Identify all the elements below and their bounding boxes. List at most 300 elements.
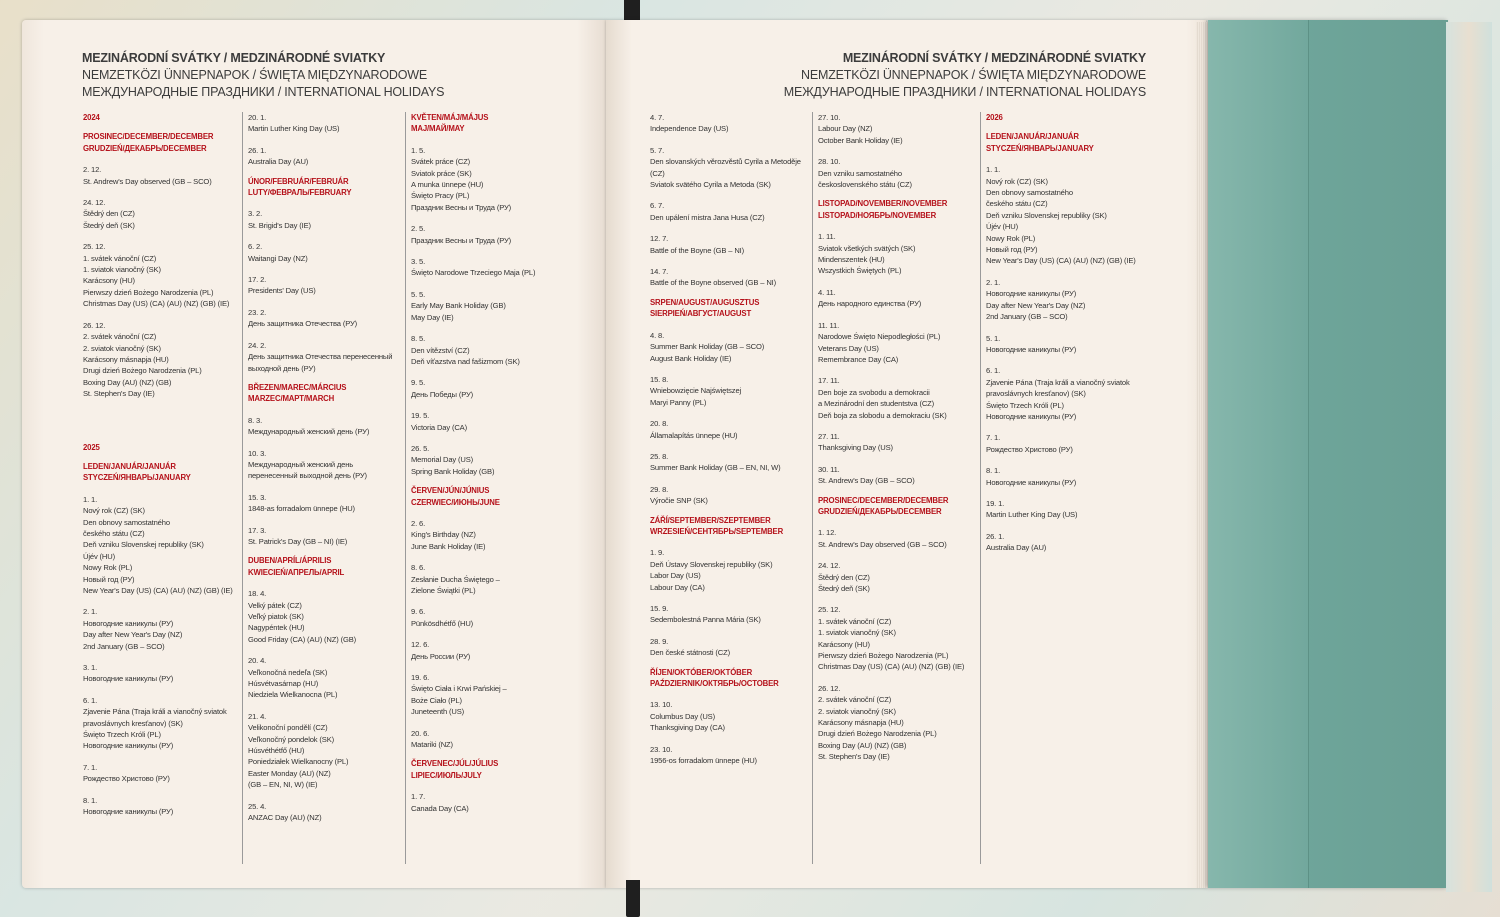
holiday-name: Výročie SNP (SK) xyxy=(650,496,708,506)
holiday-date: 1. 12. xyxy=(818,528,837,538)
holiday-name: День Победы (РУ) xyxy=(411,389,474,399)
holiday-date: 15. 9. xyxy=(650,604,669,613)
holiday-name: Zesłanie Ducha Świętego – xyxy=(411,574,500,584)
holiday-name: Deň vzniku Slovenskej republiky (SK) xyxy=(986,210,1107,220)
holiday-date: 13. 10. xyxy=(650,700,673,710)
month-heading xyxy=(83,461,239,484)
month-heading xyxy=(986,131,1142,154)
holiday-name: Niedziela Wielkanocna (PL) xyxy=(248,690,338,700)
holiday-name: Den obnovy samostatného xyxy=(986,188,1073,198)
holiday-name: Remembrance Day (CA) xyxy=(818,354,899,364)
holiday-date: 19. 1. xyxy=(986,498,1005,508)
holiday-date: 18. 4. xyxy=(248,589,267,599)
holiday-name: День России (РУ) xyxy=(411,651,471,661)
holiday-name: Deň boja za slobodu a demokraciu (SK) xyxy=(818,410,947,420)
month-heading-line: CZERWIEC/ИЮНЬ/JUNE xyxy=(411,497,500,507)
holiday-date: 2. 6. xyxy=(411,518,426,528)
holiday-date: 25. 8. xyxy=(650,451,669,461)
holiday-name: československého státu (CZ) xyxy=(818,180,912,190)
holiday-name: Рождество Христово (РУ) xyxy=(986,444,1073,454)
holiday-name: Good Friday (CA) (AU) (NZ) (GB) xyxy=(248,634,356,644)
holiday-entry xyxy=(818,527,974,550)
holiday-entry xyxy=(83,695,239,752)
holiday-name: Pünkösdhétfő (HU) xyxy=(411,618,474,628)
holiday-name: Den vzniku samostatného xyxy=(818,168,902,178)
month-heading xyxy=(83,131,239,154)
holiday-name: Международный женский день (РУ) xyxy=(248,427,370,437)
year-heading: 2024 xyxy=(83,113,100,122)
holiday-name: Veľkonočný pondelok (SK) xyxy=(248,734,334,744)
holiday-name: Australia Day (AU) xyxy=(986,543,1047,553)
holiday-column xyxy=(242,112,404,864)
holiday-date: 6. 1. xyxy=(83,695,98,705)
holiday-date: 1. 11. xyxy=(818,232,836,242)
holiday-name: Thanksgiving Day (US) xyxy=(818,443,893,453)
holiday-name: Easter Monday (AU) (NZ) xyxy=(248,768,331,778)
holiday-name: October Bank Holiday (IE) xyxy=(818,135,903,145)
holiday-name: New Year's Day (US) (CA) (AU) (NZ) (GB) (IE) xyxy=(83,586,233,595)
holiday-name: Den boje za svobodu a demokracii xyxy=(818,387,930,397)
holiday-name: Thanksgiving Day (CA) xyxy=(650,723,725,733)
holiday-name: Independence Day (US) xyxy=(650,124,729,134)
holiday-name: Juneteenth (US) xyxy=(411,707,465,717)
holiday-date: 5. 7. xyxy=(650,145,665,155)
holiday-name: a Mezinárodní den studentstva (CZ) xyxy=(818,399,935,409)
holiday-name: перенесенный выходной день (РУ) xyxy=(248,471,367,481)
holiday-name: Новогодние каникулы (РУ) xyxy=(83,741,174,751)
holiday-date: 12. 6. xyxy=(411,640,430,650)
bookmark-ribbon-bottom xyxy=(626,880,640,917)
holiday-name: Новогодние каникулы (РУ) xyxy=(986,344,1077,354)
holiday-name: Summer Bank Holiday (GB – SCO) xyxy=(650,342,765,352)
holiday-entry xyxy=(411,728,567,751)
month-heading-line: SRPEN/AUGUST/AUGUSZTUS xyxy=(650,297,760,307)
holiday-name: Den upálení mistra Jana Husa (CZ) xyxy=(650,212,765,222)
holiday-date: 20. 6. xyxy=(411,728,430,738)
month-heading xyxy=(411,758,567,781)
holiday-name: Sviatok všetkých svätých (SK) xyxy=(818,243,916,253)
holiday-date: 7. 1. xyxy=(986,433,1001,443)
holiday-name: Boxing Day (AU) (NZ) (GB) xyxy=(818,740,907,750)
holiday-column xyxy=(980,112,1142,864)
holiday-name: Święto Narodowe Trzeciego Maja (PL) xyxy=(411,268,536,278)
header-subtitle: МЕЖДУНАРОДНЫЕ ПРАЗДНИКИ / INTERNATIONAL HOLIDAYS xyxy=(783,85,1146,99)
holiday-name: Christmas Day (US) (CA) (AU) (NZ) (GB) (IE) xyxy=(83,299,230,309)
holiday-entry xyxy=(650,266,812,289)
holiday-date: 20. 8. xyxy=(650,419,669,429)
holiday-name: Húsvétvasárnap (HU) xyxy=(248,679,319,689)
left-page-header xyxy=(82,50,444,101)
month-heading-line: ČERVENEC/JÚL/JÚLIUS xyxy=(411,759,499,769)
month-heading-line: GRUDZIEŃ/ДЕКАБРЬ/DECEMBER xyxy=(818,506,942,516)
holiday-date: 26. 5. xyxy=(411,443,430,453)
holiday-date: 17. 11. xyxy=(818,376,840,386)
holiday-name: Nagypéntek (HU) xyxy=(248,623,305,633)
header-title: MEZINÁRODNÍ SVÁTKY / MEDZINÁRODNÉ SVIATKY xyxy=(82,51,386,65)
holiday-name: 2nd January (GB – SCO) xyxy=(83,641,165,651)
holiday-name: Den vítězství (CZ) xyxy=(411,345,470,355)
holiday-entry xyxy=(818,464,974,487)
holiday-entry xyxy=(818,156,974,190)
holiday-date: 3. 2. xyxy=(248,209,263,219)
holiday-date: 4. 7. xyxy=(650,113,665,122)
holiday-name: Новый год (РУ) xyxy=(986,245,1038,255)
holiday-name: Államalapítás ünnepe (HU) xyxy=(650,430,738,440)
holiday-name: Presidents' Day (US) xyxy=(248,286,316,296)
holiday-entry xyxy=(248,274,404,297)
holiday-date: 19. 6. xyxy=(411,673,430,683)
holiday-entry xyxy=(650,233,812,256)
holiday-name: Victoria Day (CA) xyxy=(411,422,467,432)
holiday-entry xyxy=(248,145,404,168)
holiday-name: St. Stephen's Day (IE) xyxy=(818,752,890,762)
holiday-entry xyxy=(83,606,239,652)
holiday-entry xyxy=(248,307,404,330)
holiday-name: Nový rok (CZ) (SK) xyxy=(83,506,145,516)
holiday-name: Labour Day (NZ) xyxy=(818,124,873,134)
holiday-entry xyxy=(411,410,567,433)
month-heading-line: KWIECIEŃ/АПРЕЛЬ/APRIL xyxy=(248,567,345,577)
holiday-date: 15. 8. xyxy=(650,374,669,384)
holiday-entry xyxy=(411,562,567,596)
holiday-name: Deň víťazstva nad fašizmom (SK) xyxy=(411,356,520,366)
holiday-name: Den obnovy samostatného xyxy=(83,517,170,527)
back-cover-edge xyxy=(1446,22,1492,892)
holiday-date: 20. 4. xyxy=(248,656,267,666)
year-heading: 2025 xyxy=(83,442,100,452)
holiday-name: Mindenszentek (HU) xyxy=(818,255,885,265)
holiday-date: 1. 7. xyxy=(411,792,426,802)
holiday-name: Veľkonočná nedeľa (SK) xyxy=(248,667,328,677)
holiday-entry xyxy=(411,289,567,323)
month-heading-line: ŘÍJEN/OKTÓBER/OKTÓBER xyxy=(650,667,753,677)
month-heading-line: PROSINEC/DECEMBER/DECEMBER xyxy=(83,132,214,142)
holiday-column xyxy=(83,112,239,818)
holiday-date: 3. 5. xyxy=(411,257,426,267)
month-heading-line: LISTOPAD/НОЯБРЬ/NOVEMBER xyxy=(818,210,937,220)
holiday-name: Maryi Panny (PL) xyxy=(650,397,707,407)
month-heading-line: LIPIEC/ИЮЛЬ/JULY xyxy=(411,770,482,780)
holiday-name: Poniedziałek Wielkanocny (PL) xyxy=(248,757,349,767)
holiday-name: St. Andrew's Day observed (GB – SCO) xyxy=(83,176,212,186)
holiday-date: 20. 1. xyxy=(248,113,267,122)
holiday-name: Újév (HU) xyxy=(83,551,115,561)
month-heading xyxy=(818,495,974,518)
holiday-name: Pierwszy dzień Bożego Narodzenia (PL) xyxy=(83,287,214,297)
holiday-name: Svátek práce (CZ) xyxy=(411,157,471,167)
holiday-date: 1. 1. xyxy=(986,165,1001,175)
holiday-date: 25. 12. xyxy=(83,242,106,252)
holiday-entry xyxy=(411,639,567,662)
month-heading xyxy=(248,555,404,578)
holiday-date: 10. 3. xyxy=(248,448,267,458)
holiday-name: Húsvéthétfő (HU) xyxy=(248,746,305,756)
holiday-entry xyxy=(818,320,974,366)
holiday-date: 5. 5. xyxy=(411,289,426,299)
holiday-date: 21. 4. xyxy=(248,711,267,721)
holiday-name: Новогодние каникулы (РУ) xyxy=(986,411,1077,421)
holiday-name: Veľký piatok (SK) xyxy=(248,612,304,621)
holiday-date: 6. 2. xyxy=(248,242,263,252)
holiday-name: Australia Day (AU) xyxy=(248,157,309,167)
holiday-entry xyxy=(248,448,404,482)
month-heading xyxy=(248,176,404,199)
header-title: MEZINÁRODNÍ SVÁTKY / MEDZINÁRODNÉ SVIATKY xyxy=(842,51,1146,65)
holiday-date: 3. 1. xyxy=(83,663,98,673)
holiday-entry xyxy=(248,492,404,515)
holiday-entry xyxy=(818,431,974,454)
header-subtitle: NEMZETKÖZI ÜNNEPNAPOK / ŚWIĘTA MIĘDZYNARODOWE xyxy=(801,68,1146,82)
holiday-entry xyxy=(83,164,239,187)
holiday-name: Новогодние каникулы (РУ) xyxy=(83,618,174,628)
holiday-name: Drugi dzień Bożego Narodzenia (PL) xyxy=(83,366,202,376)
holiday-name: Праздник Весны и Труда (РУ) xyxy=(411,235,512,245)
holiday-name: pravoslávnych kresťanov) (SK) xyxy=(83,718,183,728)
holiday-date: 4. 8. xyxy=(650,330,665,340)
holiday-name: Velikonoční pondělí (CZ) xyxy=(248,723,328,733)
holiday-name: New Year's Day (US) (CA) (AU) (NZ) (GB) (IE) xyxy=(986,256,1136,266)
holiday-entry xyxy=(650,374,812,408)
holiday-date: 29. 8. xyxy=(650,484,669,494)
holiday-name: ANZAC Day (AU) (NZ) xyxy=(248,813,322,823)
holiday-name: Veterans Day (US) xyxy=(818,343,879,353)
holiday-name: Day after New Year's Day (NZ) xyxy=(986,300,1086,310)
month-heading-line: GRUDZIEŃ/ДЕКАБРЬ/DECEMBER xyxy=(83,143,207,153)
holiday-name: Новогодние каникулы (РУ) xyxy=(986,289,1077,299)
holiday-name: (CZ) xyxy=(650,168,665,178)
holiday-name: Drugi dzień Bożego Narodzenia (PL) xyxy=(818,729,937,739)
holiday-date: 24. 12. xyxy=(818,561,841,571)
month-heading-line: STYCZEŃ/ЯНВАРЬ/JANUARY xyxy=(83,473,191,483)
holiday-name: pravoslávnych kresťanov) (SK) xyxy=(986,389,1086,399)
holiday-entry xyxy=(411,145,567,213)
holiday-name: Summer Bank Holiday (GB – EN, NI, W) xyxy=(650,463,781,473)
holiday-name: St. Andrew's Day observed (GB – SCO) xyxy=(818,539,947,549)
month-heading-line: ÚNOR/FEBRUÁR/FEBRUÁR xyxy=(248,176,349,186)
holiday-date: 11. 11. xyxy=(818,320,840,330)
holiday-entry xyxy=(986,531,1142,554)
holiday-name: českého státu (CZ) xyxy=(986,199,1048,209)
month-heading-line: LISTOPAD/NOVEMBER/NOVEMBER xyxy=(818,199,948,209)
holiday-date: 12. 7. xyxy=(650,234,669,244)
holiday-name: Štědrý den (CZ) xyxy=(83,209,135,219)
holiday-date: 24. 12. xyxy=(83,198,106,208)
holiday-name: Sviatok svätého Cyrila a Metoda (SK) xyxy=(650,180,771,190)
holiday-name: Battle of the Boyne (GB – NI) xyxy=(650,245,744,255)
holiday-date: 6. 7. xyxy=(650,201,665,211)
holiday-date: 8. 5. xyxy=(411,334,426,344)
holiday-entry xyxy=(818,560,974,594)
holiday-date: 25. 4. xyxy=(248,801,267,811)
holiday-name: Karácsony (HU) xyxy=(83,276,135,286)
holiday-date: 26. 1. xyxy=(986,531,1005,541)
holiday-entry xyxy=(650,636,812,659)
month-heading-line: KVĚTEN/MÁJ/MÁJUS xyxy=(411,113,489,122)
holiday-name: День защитника Отечества (РУ) xyxy=(248,319,357,329)
month-heading xyxy=(248,382,404,405)
holiday-entry xyxy=(650,112,812,135)
holiday-name: Waitangi Day (NZ) xyxy=(248,253,308,263)
holiday-entry xyxy=(83,662,239,685)
holiday-name: Новогодние каникулы (РУ) xyxy=(83,674,174,684)
holiday-date: 1. 9. xyxy=(650,548,665,558)
holiday-name: День народного единства (РУ) xyxy=(818,299,922,309)
holiday-date: 6. 1. xyxy=(986,366,1001,376)
holiday-date: 9. 6. xyxy=(411,607,426,617)
holiday-name: August Bank Holiday (IE) xyxy=(650,353,732,363)
month-heading-line: LEDEN/JANUÁR/JANUÁR xyxy=(83,461,176,471)
holiday-name: Den slovanských věrozvěstů Cyrila a Metoděje xyxy=(650,157,801,167)
holiday-name: Early May Bank Holiday (GB) xyxy=(411,301,506,311)
holiday-entry xyxy=(83,320,239,400)
holiday-entry xyxy=(986,498,1142,521)
holiday-name: Štedrý deň (SK) xyxy=(83,220,135,230)
holiday-date: 23. 10. xyxy=(650,744,673,754)
holiday-name: Święto Pracy (PL) xyxy=(411,191,470,201)
holiday-date: 1. 5. xyxy=(411,145,426,155)
holiday-name: 2. svátek vánoční (CZ) xyxy=(83,332,157,342)
holiday-name: 2. sviatok vianočný (SK) xyxy=(83,343,161,353)
holiday-date: 15. 3. xyxy=(248,492,267,502)
holiday-date: 5. 1. xyxy=(986,333,1001,343)
holiday-name: St. Brigid's Day (IE) xyxy=(248,220,311,230)
holiday-date: 8. 1. xyxy=(83,795,98,805)
holiday-name: St. Stephen's Day (IE) xyxy=(83,389,155,399)
holiday-entry xyxy=(650,200,812,223)
month-heading-line: LEDEN/JANUÁR/JANUÁR xyxy=(986,132,1079,142)
holiday-entry xyxy=(818,604,974,672)
holiday-date: 2. 5. xyxy=(411,224,426,234)
holiday-name: Day after New Year's Day (NZ) xyxy=(83,630,183,640)
holiday-name: Štedrý deň (SK) xyxy=(818,584,870,593)
holiday-entry xyxy=(411,518,567,552)
holiday-name: King's Birthday (NZ) xyxy=(411,530,476,540)
holiday-date: 2. 1. xyxy=(986,277,1001,287)
month-heading-line: WRZESIEŃ/СЕНТЯБРЬ/SEPTEMBER xyxy=(650,526,784,536)
holiday-name: June Bank Holiday (IE) xyxy=(411,541,486,551)
holiday-name: 1956-os forradalom ünnepe (HU) xyxy=(650,756,757,766)
month-heading-line: PAŹDZIERNIK/ОКТЯБРЬ/OCTOBER xyxy=(650,679,779,689)
header-subtitle: NEMZETKÖZI ÜNNEPNAPOK / ŚWIĘTA MIĘDZYNARODOWE xyxy=(82,68,427,82)
holiday-entry xyxy=(248,655,404,701)
holiday-column xyxy=(405,112,567,864)
holiday-date: 27. 11. xyxy=(818,431,840,441)
holiday-name: Sedembolestná Panna Mária (SK) xyxy=(650,615,761,625)
holiday-date: 8. 1. xyxy=(986,466,1001,476)
holiday-entry xyxy=(411,672,567,718)
holiday-entry xyxy=(818,683,974,763)
month-heading-line: PROSINEC/DECEMBER/DECEMBER xyxy=(818,495,949,505)
holiday-name: Nový rok (CZ) (SK) xyxy=(986,176,1048,186)
holiday-entry xyxy=(986,277,1142,323)
holiday-name: Boxing Day (AU) (NZ) (GB) xyxy=(83,377,172,387)
holiday-entry xyxy=(986,365,1142,422)
month-heading-line: ZÁŘÍ/SEPTEMBER/SZEPTEMBER xyxy=(650,515,771,525)
holiday-name: Spring Bank Holiday (GB) xyxy=(411,466,495,476)
month-heading-line: BŘEZEN/MAREC/MÁRCIUS xyxy=(248,382,347,392)
holiday-name: Boże Ciało (PL) xyxy=(411,695,462,705)
holiday-name: Новогодние каникулы (РУ) xyxy=(986,477,1077,487)
holiday-date: 28. 10. xyxy=(818,157,841,167)
holiday-entry xyxy=(83,241,239,309)
holiday-date: 24. 2. xyxy=(248,340,267,350)
holiday-entry xyxy=(248,415,404,438)
header-subtitle: МЕЖДУНАРОДНЫЕ ПРАЗДНИКИ / INTERNATIONAL HOLIDAYS xyxy=(82,85,445,99)
holiday-name: 1. svátek vánoční (CZ) xyxy=(83,253,157,263)
holiday-date: 17. 3. xyxy=(248,525,267,535)
holiday-entry xyxy=(650,418,812,441)
holiday-entry xyxy=(986,432,1142,455)
month-heading xyxy=(818,198,974,221)
holiday-date: 2. 12. xyxy=(83,165,102,175)
holiday-entry xyxy=(83,795,239,818)
holiday-name: Martin Luther King Day (US) xyxy=(248,124,340,134)
holiday-date: 7. 1. xyxy=(83,762,98,772)
holiday-name: (GB – EN, NI, W) (IE) xyxy=(248,780,318,790)
holiday-name: Deň Ústavy Slovenskej republiky (SK) xyxy=(650,559,773,569)
elastic-strap xyxy=(1208,20,1309,888)
holiday-name: Štědrý den (CZ) xyxy=(818,572,870,582)
holiday-date: 2. 1. xyxy=(83,607,98,617)
holiday-date: 19. 5. xyxy=(411,411,430,421)
holiday-name: Zjavenie Pána (Traja králi a vianočný sviatok xyxy=(986,377,1130,387)
month-heading xyxy=(411,112,567,135)
holiday-name: A munka ünnepe (HU) xyxy=(411,180,484,190)
holiday-entry xyxy=(650,547,812,593)
holiday-name: Memorial Day (US) xyxy=(411,455,474,465)
holiday-name: Nowy Rok (PL) xyxy=(986,233,1036,243)
holiday-date: 8. 6. xyxy=(411,563,426,573)
holiday-entry xyxy=(411,791,567,814)
holiday-name: Święto Trzech Króli (PL) xyxy=(83,730,161,740)
holiday-name: Canada Day (CA) xyxy=(411,803,469,813)
holiday-name: Narodowe Święto Niepodległości (PL) xyxy=(818,332,941,342)
holiday-name: Christmas Day (US) (CA) (AU) (NZ) (GB) (IE) xyxy=(818,662,965,672)
holiday-name: Karácsony másnapja (HU) xyxy=(818,718,904,728)
holiday-name: Nowy Rok (PL) xyxy=(83,563,133,573)
holiday-name: Újév (HU) xyxy=(986,222,1018,232)
holiday-name: Columbus Day (US) xyxy=(650,711,715,721)
holiday-name: 2. svátek vánoční (CZ) xyxy=(818,695,892,705)
holiday-entry xyxy=(83,197,239,231)
holiday-name: Sviatok práce (SK) xyxy=(411,168,472,178)
holiday-name: Zielone Świątki (PL) xyxy=(411,586,476,595)
holiday-entry xyxy=(411,606,567,629)
holiday-entry xyxy=(411,377,567,400)
month-heading xyxy=(650,667,812,690)
month-heading-line: MAJ/МАЙ/MAY xyxy=(411,124,465,134)
holiday-name: Karácsony (HU) xyxy=(818,639,870,649)
holiday-name: 2. sviatok vianočný (SK) xyxy=(818,706,896,716)
holiday-entry xyxy=(411,256,567,279)
holiday-name: Рождество Христово (РУ) xyxy=(83,774,170,784)
holiday-date: 23. 2. xyxy=(248,307,267,317)
holiday-name: Новый год (РУ) xyxy=(83,574,135,584)
month-heading-line: DUBEN/APRÍL/ÁPRILIS xyxy=(248,556,332,566)
holiday-name: St. Andrew's Day (GB – SCO) xyxy=(818,476,915,486)
holiday-entry xyxy=(248,801,404,824)
holiday-name: Праздник Весны и Труда (РУ) xyxy=(411,202,512,212)
holiday-date: 26. 12. xyxy=(83,320,106,330)
holiday-date: 4. 11. xyxy=(818,287,836,297)
holiday-name: 1. sviatok vianočný (SK) xyxy=(83,265,161,275)
month-heading-line: ČERVEN/JÚN/JÚNIUS xyxy=(411,486,490,496)
holiday-entry xyxy=(411,223,567,246)
holiday-name: Международный женский день xyxy=(248,459,354,469)
holiday-name: 2nd January (GB – SCO) xyxy=(986,312,1068,322)
holiday-date: 1. 1. xyxy=(83,494,98,504)
holiday-date: 27. 10. xyxy=(818,113,841,122)
